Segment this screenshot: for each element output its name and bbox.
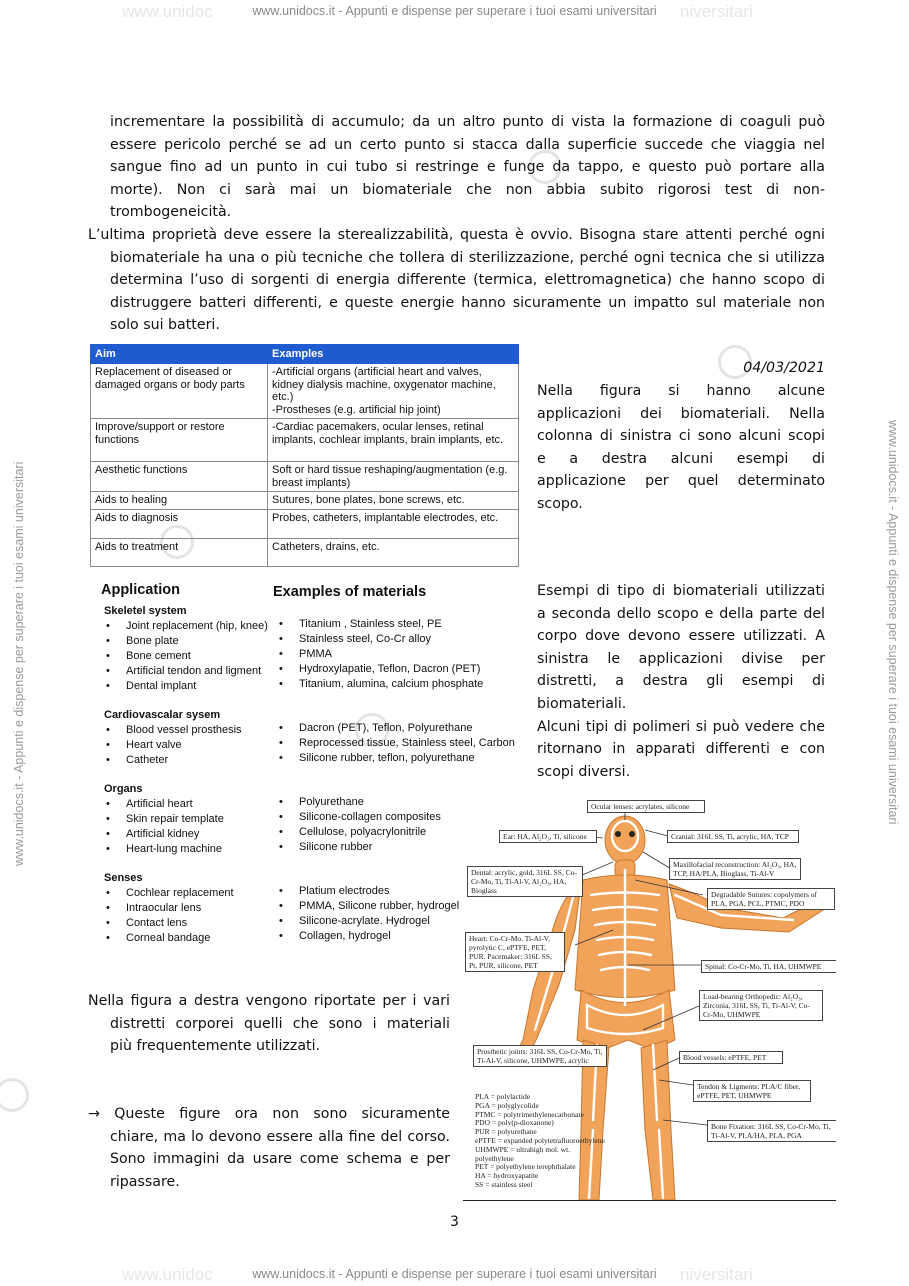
aim-cell: Aids to treatment	[91, 538, 268, 566]
text-line: essere pericolo perché se ad un certo punto si stacca dalla superficie succede che viaggia nel	[110, 136, 825, 153]
paragraph-study-note	[88, 1103, 450, 1193]
application-heading: Application	[101, 582, 180, 598]
text-line: L’ultima proprietà deve essere la sterealizzabilità, questa è ovvio. Bisogna stare attenti perché ogni	[88, 227, 825, 243]
aim-examples-table	[90, 344, 519, 567]
watermark-footer: www.unidocs.it - Appunti e dispense per superare i tuoi esami universitari	[252, 1267, 657, 1281]
label-maxillofacial: Maxillofacial reconstruction: Al₂O₃, HA, TCP, HA/PLA, Bioglass, Ti-Al-V	[669, 858, 801, 880]
material-item: • Silicone-collagen composites	[299, 811, 441, 823]
text-line: determina l’uso di sorgenti di energia differente (termica, elettromagnetica) che hanno scopo di	[110, 272, 825, 289]
application-item: • Bone plate	[126, 635, 179, 647]
label-ear: Ear: HA, Al₂O₃, Ti, silicone	[499, 830, 597, 843]
paragraph-figure-right	[88, 990, 450, 1058]
watermark-ghost-bottom-right: niversitari	[680, 1265, 753, 1284]
application-item: • Intraocular lens	[126, 902, 201, 914]
group-title: Cardiovascalar sysem	[104, 709, 221, 721]
text-line: sangue fino ad un punto in cui tubo si restringe e funge da tappo, e questo può portare alla	[110, 159, 825, 176]
text-line: e a destra alcuni esempi di	[537, 450, 825, 467]
label-heart: Heart: Co-Cr-Mo, Ti-Al-V, pyrolytic C, ePTFE, PET, PUR. Pacemaker: 316L SS, Pt, PUR, silicone, PET	[465, 932, 565, 972]
legend-item: PGA = polyglycolide	[475, 1100, 539, 1110]
text-line: trombogeneicità.	[110, 204, 232, 221]
material-item: • PMMA	[299, 648, 332, 660]
label-spinal: Spinal: Co-Cr-Mo, Ti, HA, UHMWPE	[701, 960, 836, 973]
examples-cell: Sutures, bone plates, bone screws, etc.	[268, 492, 519, 510]
text-line: distretti, a destra gli esempi di	[537, 673, 825, 690]
table-row	[91, 509, 519, 538]
watermark-ghost-top-right: niversitari	[680, 2, 753, 21]
application-item: • Corneal bandage	[126, 932, 210, 944]
application-item: • Catheter	[126, 754, 168, 766]
text-line: Nella figura si hanno alcune	[537, 383, 825, 399]
material-item: • Cellulose, polyacrylonitrile	[299, 826, 426, 838]
watermark-side-right: www.unidocs.it - Appunti e dispense per superare i tuoi esami universitari	[886, 420, 900, 825]
watermark-header: www.unidocs.it - Appunti e dispense per superare i tuoi esami universitari	[252, 4, 657, 18]
legend-item: HA = hydroxyapatite	[475, 1171, 539, 1181]
side-text-applications	[537, 380, 825, 516]
aim-cell: Improve/support or restore functions	[91, 419, 268, 462]
application-item: • Heart valve	[126, 739, 182, 751]
table-row	[91, 364, 519, 419]
text-line: biomateriale ha una o più tecniche che tollera di sterilizzazione, perché ogni tecnica che si utilizza	[110, 249, 825, 266]
legend-item: PET = polyethylene terephthalate	[475, 1162, 576, 1172]
text-line: biomateriali.	[537, 695, 627, 712]
watermark-ghost-bottom-left: www.unidoc	[122, 1265, 213, 1284]
column-header-examples: Examples	[268, 345, 519, 364]
label-blood-vessels: Blood vessels: ePTFE, PET	[679, 1051, 783, 1064]
text-line: solo sui batteri.	[110, 317, 220, 334]
text-line: Esempi di tipo di biomateriali utilizzati	[537, 583, 825, 599]
legend-item: PDO = poly(p-dioxanone)	[475, 1118, 554, 1128]
abbreviation-legend	[475, 1093, 605, 1190]
examples-cell: Probes, catheters, implantable electrodes, etc.	[268, 509, 519, 538]
material-item: • Reprocessed tissue, Stainless steel, Carbon	[299, 737, 515, 749]
examples-cell: -Cardiac pacemakers, ocular lenses, retinal implants, cochlear implants, brain implants, etc.	[268, 419, 519, 462]
text-line: Alcuni tipi di polimeri si può vedere che	[537, 718, 825, 735]
text-line: sinistra le applicazioni divise per	[537, 650, 825, 667]
text-line: distruggere batteri differenti, e queste energie hanno sicuramente un impatto sul materiale non	[110, 294, 825, 311]
text-line: colonna di sinistra ci sono alcuni scopi	[537, 428, 825, 445]
group-title: Organs	[104, 783, 143, 795]
material-item: • PMMA, Silicone rubber, hydrogel	[299, 900, 459, 912]
examples-materials-heading: Examples of materials	[273, 584, 427, 600]
application-item: • Artificial tendon and ligment	[126, 665, 261, 677]
group-title: Skeletel system	[104, 605, 187, 617]
text-line: Nella figura a destra vengono riportate per i vari	[88, 993, 450, 1009]
examples-cell: Soft or hard tissue reshaping/augmentation (e.g. breast implants)	[268, 462, 519, 492]
table-row	[91, 538, 519, 566]
application-item: • Bone cement	[126, 650, 191, 662]
text-line: applicazione per quel determinato	[537, 473, 825, 490]
column-header-aim: Aim	[91, 345, 268, 364]
label-tendon-ligaments: Tendon & Ligments: PLA/C fiber, ePTFE, PET, UHMWPE	[693, 1080, 811, 1102]
text-line: morte). Non ci sarà mai un biomateriale che non abbia subito rigorosi test di non-	[110, 181, 825, 198]
application-item: • Artificial kidney	[126, 828, 199, 840]
text-line: ritornano in apparati differenti e con	[537, 741, 825, 758]
skeleton-biomaterials-figure	[463, 800, 836, 1201]
text-line: applicazioni dei biomateriali. Nella	[537, 405, 825, 422]
application-item: • Joint replacement (hip, knee)	[126, 620, 268, 632]
watermark-ghost-top-left: www.unidoc	[122, 2, 213, 21]
legend-item: PLA = polylactide	[475, 1092, 531, 1101]
label-bone-fixation: Bone Fixation: 316L SS, Co-Cr-Mo, Ti, Ti-Al-V, PLA/HA, PLA, PGA	[707, 1120, 836, 1142]
text-line: a seconda dello scopo e della parte del	[537, 605, 825, 622]
page-number: 3	[450, 1214, 459, 1230]
legend-item: ePTFE = expanded polytetrafluoroethylene	[475, 1135, 605, 1145]
application-item: • Artificial heart	[126, 798, 193, 810]
application-item: • Cochlear replacement	[126, 887, 234, 899]
material-item: • Silicone rubber, teflon, polyurethane	[299, 752, 475, 764]
text-line: incrementare la possibilità di accumulo; da un altro punto di vista la formazione di coaguli può	[110, 114, 825, 130]
text-line: corpo dove devono essere utilizzati. A	[537, 628, 825, 645]
aim-cell: Aesthetic functions	[91, 462, 268, 492]
aim-cell: Aids to diagnosis	[91, 509, 268, 538]
text-line: scopo.	[537, 495, 583, 512]
materials-figure	[90, 580, 520, 950]
label-prosthetic-joints: Prosthetic joints: 316L SS, Co-Cr-Mo, Ti, Ti-Al-V, silicone, UHMWPE, acrylic	[473, 1045, 607, 1067]
aim-cell: Replacement of diseased or damaged organs or body parts	[91, 364, 268, 419]
paragraph-sterilization	[88, 224, 825, 337]
watermark-logo-icon	[0, 1078, 29, 1112]
examples-cell: Catheters, drains, etc.	[268, 538, 519, 566]
material-item: • Dacron (PET), Teflon, Polyurethane	[299, 722, 472, 734]
application-item: • Contact lens	[126, 917, 187, 929]
legend-item: SS = stainless steel	[475, 1179, 533, 1189]
application-item: • Dental implant	[126, 680, 196, 692]
material-item: • Titanium, alumina, calcium phosphate	[299, 678, 483, 690]
legend-item: UHMWPE = ultrahigh mol. wt. polyethylene	[475, 1144, 571, 1163]
text-line: → Queste figure ora non sono sicuramente	[88, 1106, 450, 1122]
table-row	[91, 492, 519, 510]
material-item: • Titanium , Stainless steel, PE	[299, 618, 442, 630]
material-item: • Platium electrodes	[299, 885, 390, 897]
material-item: • Hydroxylapatie, Teflon, Dacron (PET)	[299, 663, 480, 675]
table-header-row	[91, 345, 519, 364]
material-item: • Polyurethane	[299, 796, 364, 808]
label-dental: Dental: acrylic, gold, 316L SS, Co-Cr-Mo, Ti, Ti-Al-V, Al₂O₃, HA, Bioglass	[467, 866, 583, 897]
text-line: distretti corporei quelli che sono i materiali	[110, 1015, 450, 1032]
label-cranial: Cranial: 316L SS, Ti, acrylic, HA, TCP	[667, 830, 799, 843]
material-item: • Stainless steel, Co-Cr alloy	[299, 633, 431, 645]
application-item: • Heart-lung machine	[126, 843, 222, 855]
application-item: • Skin repair template	[126, 813, 224, 825]
label-degradable-sutures: Degradable Sutures: copolymers of PLA, PGA, PCL, PTMC, PDO	[707, 888, 835, 910]
application-item: • Blood vessel prosthesis	[126, 724, 242, 736]
examples-cell: -Artificial organs (artificial heart and valves, kidney dialysis machine, oxygenator machine, etc.) -Prostheses (e.g. artificial hip joint)	[268, 364, 519, 419]
text-line: scopi diversi.	[537, 763, 631, 780]
group-title: Senses	[104, 872, 143, 884]
aim-cell: Aids to healing	[91, 492, 268, 510]
paragraph-coagulation	[110, 111, 825, 224]
table-row	[91, 419, 519, 462]
text-line: chiare, ma lo devono essere alla fine del corso.	[110, 1128, 450, 1145]
text-line: Sono immagini da usare come schema e per	[110, 1151, 450, 1168]
table-row	[91, 462, 519, 492]
lecture-date: 04/03/2021	[743, 360, 825, 376]
watermark-side-left: www.unidocs.it - Appunti e dispense per superare i tuoi esami universitari	[12, 461, 26, 866]
legend-item: PTMC = polytrimethylenecarbonate	[475, 1109, 584, 1119]
material-item: • Silicone-acrylate. Hydrogel	[299, 915, 430, 927]
label-load-bearing: Load-bearing Orthopedic: Al₂O₃, Zirconia, 316L SS, Ti, Ti-Al-V, Co-Cr-Mo, UHMWPE	[699, 990, 823, 1021]
side-text-materials	[537, 580, 825, 783]
legend-item: PUR = polyurethane	[475, 1127, 537, 1137]
material-item: • Collagen, hydrogel	[299, 930, 391, 942]
text-line: ripassare.	[110, 1173, 180, 1190]
material-item: • Silicone rubber	[299, 841, 372, 853]
text-line: più frequentemente utilizzati.	[110, 1038, 321, 1055]
label-ocular-lenses: Ocular lenses: acrylates, silicone	[587, 800, 705, 813]
